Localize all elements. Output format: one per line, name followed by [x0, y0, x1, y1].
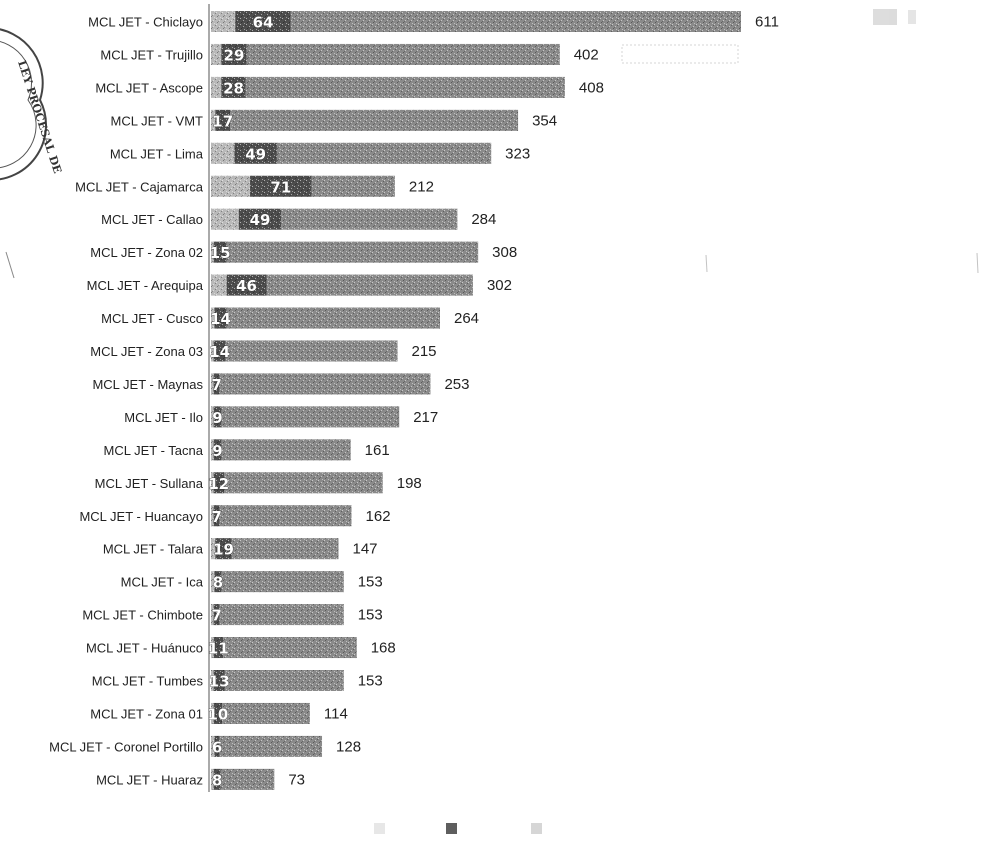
category-label: MCL JET - Tacna [103, 442, 203, 458]
total-value-label: 323 [505, 145, 531, 163]
segment-value-label: 9 [212, 408, 223, 427]
bar-texture [211, 44, 221, 65]
segment-value-label: 7 [211, 606, 222, 625]
category-label: MCL JET - VMT [110, 113, 203, 129]
segment-value-label: 46 [236, 277, 258, 296]
total-value-label: 217 [413, 408, 439, 426]
court-stamp [0, 28, 64, 278]
total-value-label: 408 [578, 79, 604, 97]
category-label: MCL JET - Arequipa [86, 278, 203, 294]
stamp-text: LEY PROCESAL DE [15, 58, 64, 176]
scan-artifacts [622, 9, 978, 273]
category-label: MCL JET - Zona 03 [90, 344, 203, 359]
bar-texture [230, 110, 518, 131]
bar-texture [312, 176, 395, 197]
segment-value-label: 12 [208, 474, 230, 493]
category-label: MCL JET - Ilo [124, 409, 203, 425]
segment-value-label: 7 [211, 507, 222, 526]
segment-value-label: 28 [223, 79, 244, 98]
segment-value-label: 15 [209, 244, 231, 263]
segment-value-label: 11 [207, 639, 229, 658]
total-value-label: 161 [364, 441, 390, 459]
segment-value-label: 49 [249, 211, 271, 230]
segment-value-label: 8 [212, 573, 224, 592]
bar-texture [291, 11, 741, 32]
total-value-label: 153 [357, 573, 383, 591]
bar-texture [211, 77, 221, 98]
bar-texture [224, 472, 383, 493]
bar-texture [246, 77, 565, 98]
bar-texture [223, 637, 357, 658]
segment-value-label: 8 [211, 771, 223, 790]
bar-texture [221, 769, 275, 790]
total-value-label: 153 [357, 672, 383, 690]
segment-value-label: 64 [252, 13, 274, 32]
category-label: MCL JET - Zona 01 [90, 706, 203, 722]
bar-texture [222, 703, 310, 724]
category-label: MCL JET - Cajamarca [75, 179, 203, 195]
bar-texture [220, 736, 322, 757]
bar-texture [211, 275, 227, 296]
bar-texture [247, 44, 560, 65]
segment-value-label: 13 [208, 672, 230, 691]
category-label: MCL JET - Tumbes [91, 673, 203, 689]
total-value-label: 198 [396, 474, 422, 492]
segment-value-label: 10 [207, 705, 229, 724]
segment-value-label: 9 [212, 441, 223, 460]
total-value-label: 147 [352, 540, 378, 558]
total-value-label: 402 [573, 46, 599, 64]
category-label: MCL JET - Chiclayo [88, 14, 203, 30]
total-value-label: 308 [492, 244, 518, 262]
total-value-label: 354 [532, 112, 558, 130]
category-label: MCL JET - Lima [109, 146, 203, 162]
bar-texture [211, 176, 250, 197]
bar-texture [232, 538, 339, 559]
bar-texture [226, 341, 398, 362]
segment-value-label: 6 [211, 738, 223, 757]
category-labels [49, 15, 204, 788]
bar-texture [227, 308, 440, 329]
total-value-label: 168 [370, 639, 396, 657]
total-value-label: 114 [323, 705, 348, 723]
legend-swatch [446, 823, 457, 834]
total-value-label: 162 [365, 507, 391, 525]
category-label: MCL JET - Callao [101, 212, 203, 228]
category-label: MCL JET - Maynas [92, 376, 203, 392]
category-label: MCL JET - Ascope [95, 80, 203, 96]
segment-value-label: 49 [245, 145, 267, 164]
category-label: MCL JET - Ica [120, 574, 203, 590]
category-label: MCL JET - Huancayo [79, 508, 203, 524]
bar-texture [227, 242, 479, 263]
total-value-label: 264 [454, 310, 480, 328]
total-value-label: 73 [288, 771, 306, 789]
category-label: MCL JET - Huaraz [96, 772, 203, 788]
segment-value-label: 19 [213, 540, 235, 559]
category-label: MCL JET - Talara [102, 541, 203, 557]
segment-value-label: 17 [212, 112, 234, 131]
total-value-label: 302 [486, 277, 512, 295]
category-label: MCL JET - Trujillo [100, 47, 203, 63]
category-label: MCL JET - Chimbote [82, 607, 203, 623]
bar-texture [267, 275, 473, 296]
total-value-label: 284 [471, 211, 497, 229]
segment-value-label: 7 [211, 375, 222, 394]
segment-value-label: 14 [209, 343, 231, 361]
category-label: MCL JET - Cusco [101, 311, 203, 327]
segment-value-label: 71 [270, 178, 292, 197]
total-value-label: 128 [336, 738, 362, 756]
bar-texture [220, 505, 352, 526]
bars-layer [208, 11, 741, 790]
category-label: MCL JET - Coronel Portillo [49, 739, 203, 755]
bar-texture [211, 209, 239, 230]
total-value-label: 215 [411, 343, 437, 360]
category-label: MCL JET - Sullana [94, 475, 203, 491]
segment-value-label: 29 [223, 46, 245, 65]
legend-swatch [531, 823, 542, 834]
bar-texture [220, 604, 344, 625]
bar-texture [221, 439, 350, 460]
bar-texture [277, 143, 491, 164]
bar-texture [211, 143, 234, 164]
bar-texture [221, 571, 343, 592]
category-label: MCL JET - Huánuco [85, 640, 203, 656]
bar-texture [225, 670, 344, 691]
category-label: MCL JET - Zona 02 [90, 245, 203, 261]
total-value-label: 212 [408, 178, 434, 196]
bar-texture [281, 209, 457, 230]
segment-value-label: 14 [210, 310, 231, 329]
total-value-label: 253 [444, 375, 470, 393]
bar-texture [220, 373, 431, 394]
bar-texture [211, 11, 235, 32]
bar-texture [221, 406, 399, 427]
legend [374, 823, 542, 834]
legend-swatch [374, 823, 385, 834]
total-value-label: 611 [755, 13, 779, 31]
total-value-label: 153 [357, 606, 383, 624]
